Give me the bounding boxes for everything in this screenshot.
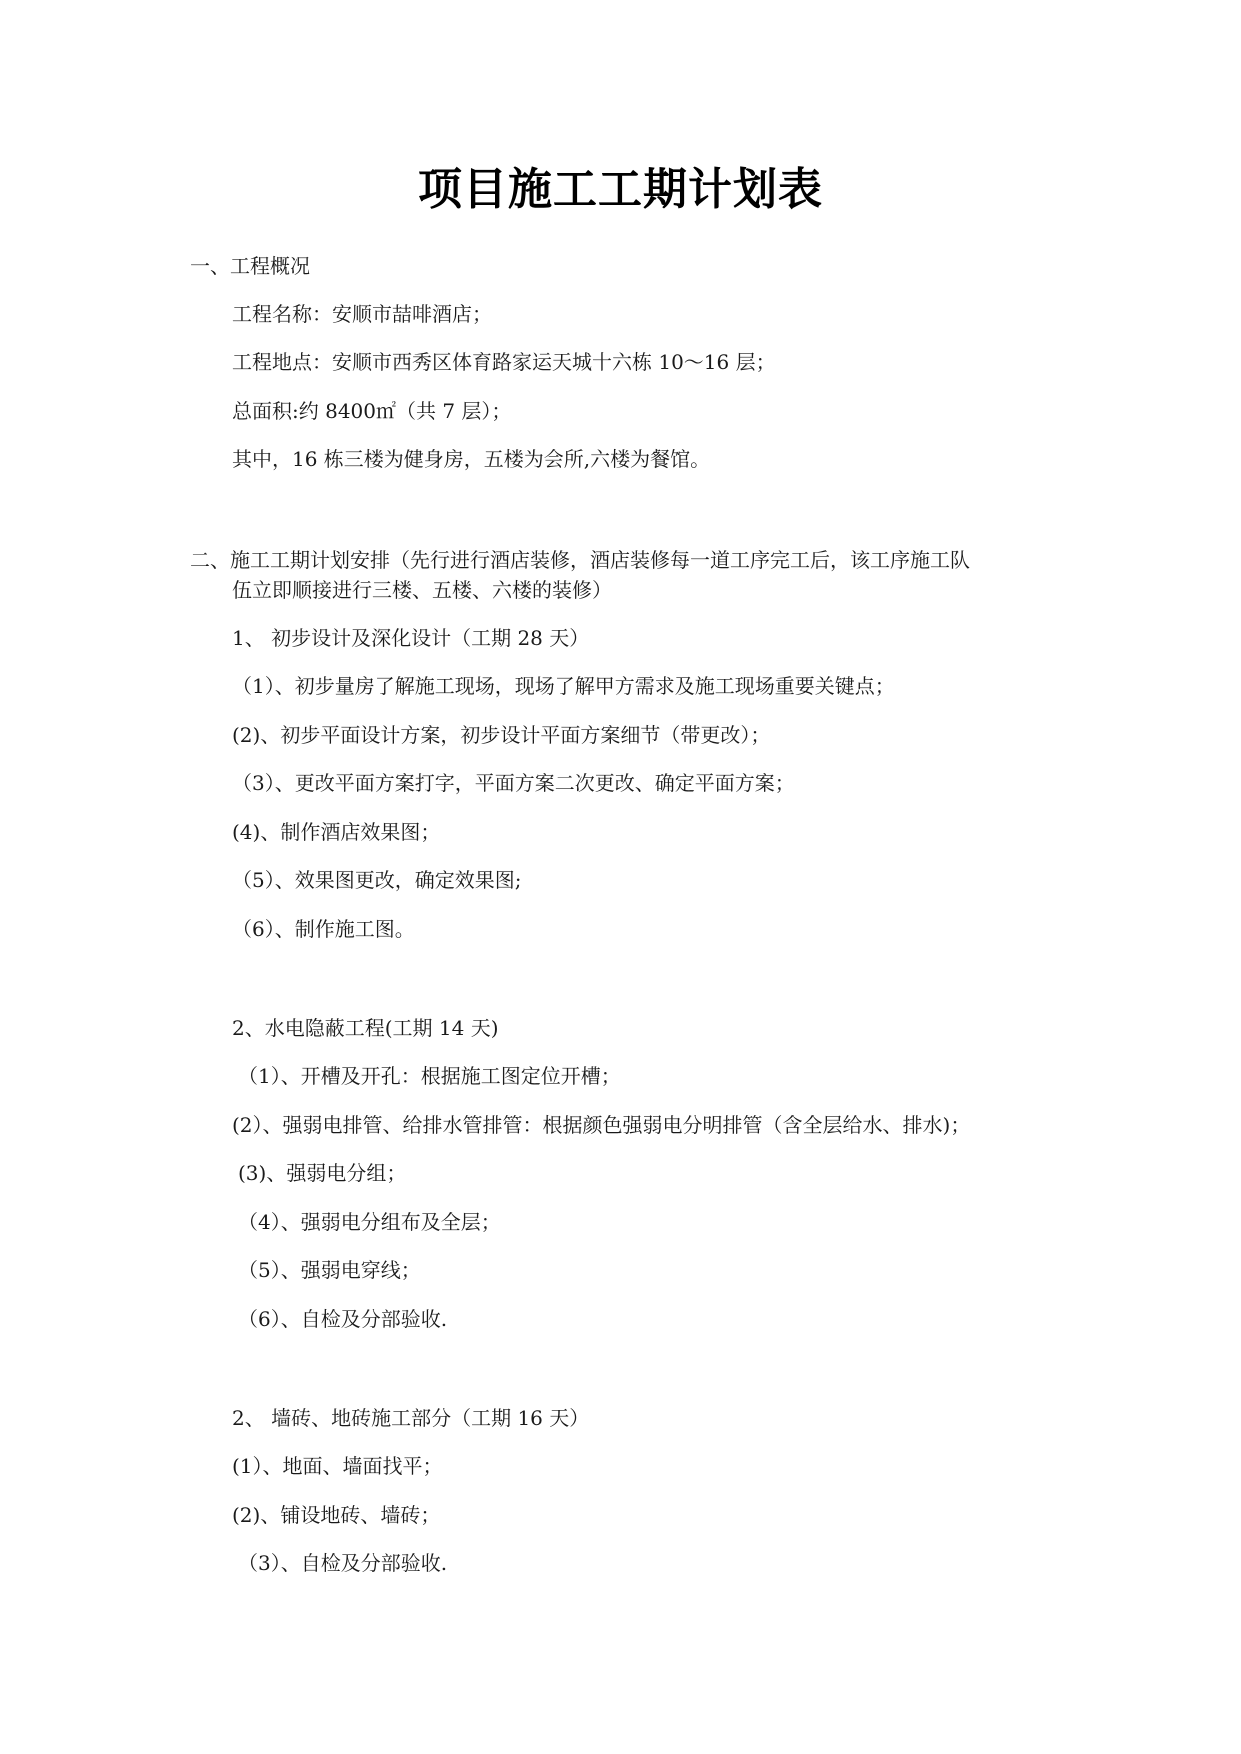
part-2-item: （5）、强弱电穿线； — [238, 1258, 421, 1282]
part-2-item: （1）、开槽及开孔：根据施工图定位开槽； — [238, 1064, 621, 1088]
total-area-line: 总面积:约 8400㎡（共 7 层）； — [232, 399, 512, 423]
part-2-item: (2）、强弱电排管、给排水管排管：根据颜色强弱电分明排管（含全层给水、排水)； — [232, 1113, 971, 1137]
section-1-heading: 一、工程概况 — [190, 254, 310, 278]
part-3-item: (2)、铺设地砖、墙砖； — [232, 1503, 441, 1527]
part-1-item: (2)、初步平面设计方案，初步设计平面方案细节（带更改）； — [232, 723, 771, 747]
part-1-title: 1、 初步设计及深化设计（工期 28 天） — [232, 626, 590, 650]
floor-usage-line: 其中，16 栋三楼为健身房，五楼为会所,六楼为餐馆。 — [232, 447, 711, 471]
part-1-item: （6）、制作施工图。 — [232, 917, 415, 941]
part-3-item: （3）、自检及分部验收. — [238, 1551, 448, 1575]
part-1-item: (4)、制作酒店效果图； — [232, 820, 441, 844]
part-3-item: (1）、地面、墙面找平； — [232, 1454, 443, 1478]
section-2-heading-line-2: 伍立即顺接进行三楼、五楼、六楼的装修） — [232, 578, 612, 602]
part-3-title: 2、 墙砖、地砖施工部分（工期 16 天） — [232, 1406, 590, 1430]
part-2-item: (3)、强弱电分组； — [238, 1161, 407, 1185]
part-2-item: （4）、强弱电分组布及全层； — [238, 1210, 501, 1234]
part-2-item: （6）、自检及分部验收. — [238, 1307, 448, 1331]
part-2-title: 2、水电隐蔽工程(工期 14 天) — [232, 1016, 499, 1040]
project-location-line: 工程地点：安顺市西秀区体育路家运天城十六栋 10～16 层； — [232, 350, 776, 374]
document-title: 项目施工工期计划表 — [418, 164, 823, 215]
part-1-item: （5）、效果图更改，确定效果图; — [232, 868, 522, 892]
part-1-item: （3）、更改平面方案打字，平面方案二次更改、确定平面方案； — [232, 771, 795, 795]
project-name-line: 工程名称：安顺市喆啡酒店； — [232, 302, 492, 326]
part-1-item: （1）、初步量房了解施工现场，现场了解甲方需求及施工现场重要关键点； — [232, 674, 895, 698]
section-2-heading-line-1: 二、施工工期计划安排（先行进行酒店装修，酒店装修每一道工序完工后，该工序施工队 — [190, 548, 970, 572]
